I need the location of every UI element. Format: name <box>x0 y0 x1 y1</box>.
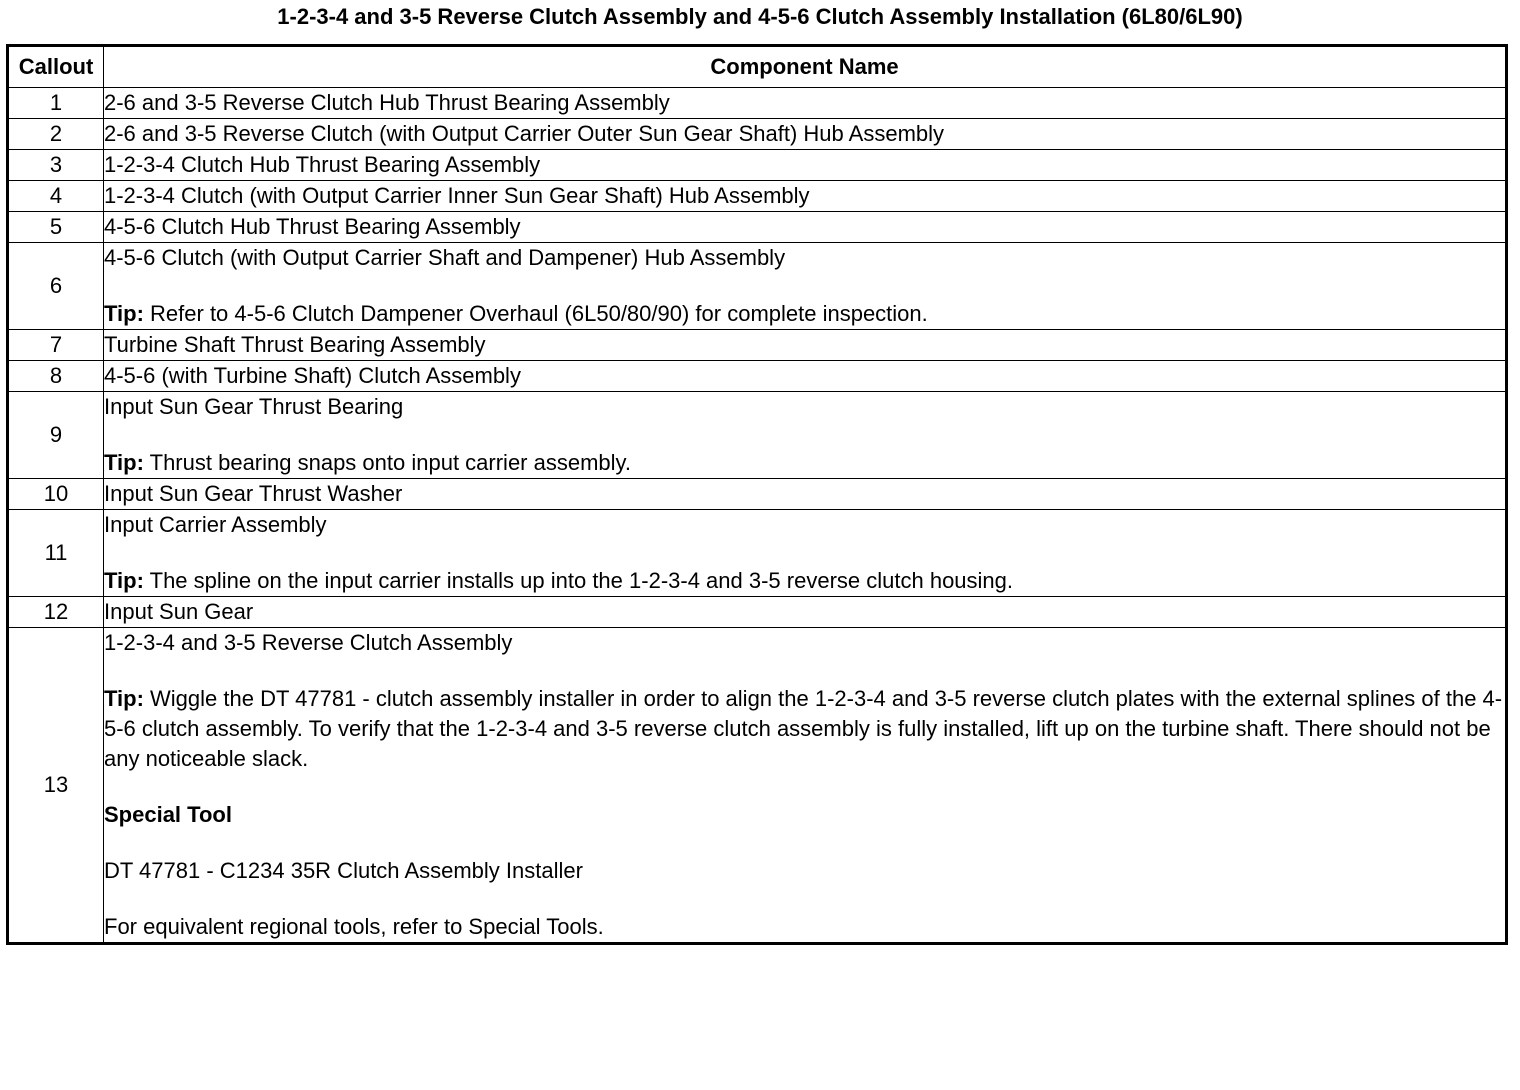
table-row <box>8 212 1507 243</box>
tip-label: Tip: <box>104 301 144 326</box>
table-row <box>8 479 1507 510</box>
component-cell <box>104 243 1507 330</box>
table-row <box>8 330 1507 361</box>
regional-tools-note: For equivalent regional tools, refer to Special Tools. <box>104 914 604 939</box>
callout-number: 10 <box>8 479 104 510</box>
component-name: Input Sun Gear Thrust Washer <box>104 479 1507 510</box>
callout-number: 9 <box>8 392 104 479</box>
table-row <box>8 181 1507 212</box>
table-row <box>8 243 1507 330</box>
component-cell <box>104 510 1507 597</box>
callout-number: 8 <box>8 361 104 392</box>
component-name: Turbine Shaft Thrust Bearing Assembly <box>104 330 1507 361</box>
tip-text: Refer to 4-5-6 Clutch Dampener Overhaul (6L50/80/90) for complete inspection. <box>143 301 928 326</box>
callout-column-header: Callout <box>8 46 104 88</box>
table-row <box>8 597 1507 628</box>
component-cell <box>104 628 1507 944</box>
component-name: 2-6 and 3-5 Reverse Clutch (with Output Carrier Outer Sun Gear Shaft) Hub Assembly <box>104 119 1507 150</box>
page-title: 1-2-3-4 and 3-5 Reverse Clutch Assembly and 4-5-6 Clutch Assembly Installation (6L80/6L90) <box>277 4 1243 29</box>
tip-text: Wiggle the DT 47781 - clutch assembly installer in order to align the 1-2-3-4 and 3-5 reverse clutch plates with the external splines of the 4-5-6 clutch assembly. To verify that the 1-2-3-4 and 3-5 reverse clutch assembly is fully installed, lift up on the turbine shaft. There should not be any noticeable slack. <box>104 686 1503 771</box>
special-tool-heading: Special Tool <box>104 802 232 827</box>
component-name: Input Sun Gear <box>104 597 1507 628</box>
component-name: 1-2-3-4 Clutch Hub Thrust Bearing Assembly <box>104 150 1507 181</box>
table-row <box>8 361 1507 392</box>
table-row <box>8 119 1507 150</box>
callout-number: 11 <box>8 510 104 597</box>
tip-label: Tip: <box>104 450 144 475</box>
component-name: 4-5-6 (with Turbine Shaft) Clutch Assembly <box>104 361 1507 392</box>
table-row <box>8 628 1507 944</box>
component-name: Input Carrier Assembly <box>104 512 327 537</box>
callout-number: 6 <box>8 243 104 330</box>
special-tool-name: DT 47781 - C1234 35R Clutch Assembly Installer <box>104 858 583 883</box>
component-name: 2-6 and 3-5 Reverse Clutch Hub Thrust Bearing Assembly <box>104 88 1507 119</box>
tip-paragraph <box>104 684 1505 774</box>
component-table <box>6 44 1508 945</box>
component-name: 4-5-6 Clutch (with Output Carrier Shaft and Dampener) Hub Assembly <box>104 245 786 270</box>
component-name: 4-5-6 Clutch Hub Thrust Bearing Assembly <box>104 212 1507 243</box>
callout-number: 2 <box>8 119 104 150</box>
table-row <box>8 150 1507 181</box>
callout-number: 1 <box>8 88 104 119</box>
table-row <box>8 88 1507 119</box>
tip-label: Tip: <box>104 686 144 711</box>
tip-paragraph <box>104 448 1505 478</box>
callout-number: 7 <box>8 330 104 361</box>
table-header-row <box>8 46 1507 88</box>
tip-label: Tip: <box>104 568 144 593</box>
tip-paragraph <box>104 299 1505 329</box>
table-row <box>8 510 1507 597</box>
component-name-column-header: Component Name <box>104 46 1507 88</box>
table-row <box>8 392 1507 479</box>
callout-number: 3 <box>8 150 104 181</box>
tip-paragraph <box>104 566 1505 596</box>
tip-text: The spline on the input carrier installs up into the 1-2-3-4 and 3-5 reverse clutch housing. <box>143 568 1014 593</box>
component-name: Input Sun Gear Thrust Bearing <box>104 394 404 419</box>
component-name: 1-2-3-4 and 3-5 Reverse Clutch Assembly <box>104 630 513 655</box>
callout-number: 12 <box>8 597 104 628</box>
callout-number: 4 <box>8 181 104 212</box>
component-cell <box>104 392 1507 479</box>
callout-number: 5 <box>8 212 104 243</box>
component-name: 1-2-3-4 Clutch (with Output Carrier Inner Sun Gear Shaft) Hub Assembly <box>104 181 1507 212</box>
callout-number: 13 <box>8 628 104 944</box>
tip-text: Thrust bearing snaps onto input carrier assembly. <box>143 450 632 475</box>
